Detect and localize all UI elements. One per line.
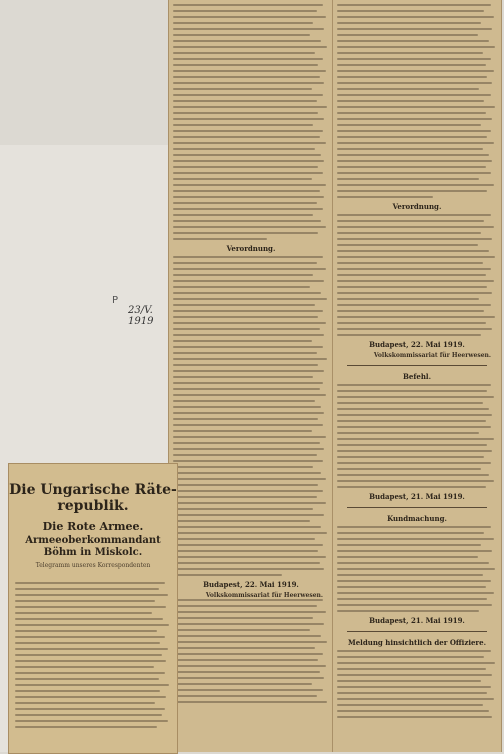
newspaper-clipping-headline (8, 463, 178, 754)
masthead-title: Die Ungarische Räte-republik. (9, 482, 177, 514)
date-line: Budapest, 22. Mai 1919. (369, 340, 465, 349)
signature-line: Volkskommissariat für Heerwesen. (373, 352, 491, 359)
headline: Armeeoberkommandant Böhm in Miskolc. (25, 535, 161, 558)
section-heading: Verordnung. (226, 244, 276, 253)
date-line: Budapest, 22. Mai 1919. (203, 580, 299, 589)
date-line: Budapest, 21. Mai 1919. (369, 616, 465, 625)
section-heading: Befehl. (402, 372, 432, 381)
section-heading: Meldung hinsichtlich der Offiziere. (347, 638, 487, 647)
newspaper-column-right (332, 0, 502, 752)
section-heading: Kundmachung. (387, 514, 447, 523)
clipping-body-text (15, 582, 171, 732)
subtitle: Die Rote Armee. (42, 520, 144, 533)
handwritten-date: 23/V. 1919 (128, 305, 154, 327)
section-heading: Verordnung. (392, 202, 442, 211)
newspaper-column-middle (168, 0, 334, 752)
archive-stamp: P (112, 295, 119, 306)
date-line: Budapest, 21. Mai 1919. (369, 492, 465, 501)
ticker-line: Telegramm unseres Korrespondenten (35, 562, 151, 569)
signature-line: Volkskommissariat für Heerwesen. (205, 592, 323, 599)
